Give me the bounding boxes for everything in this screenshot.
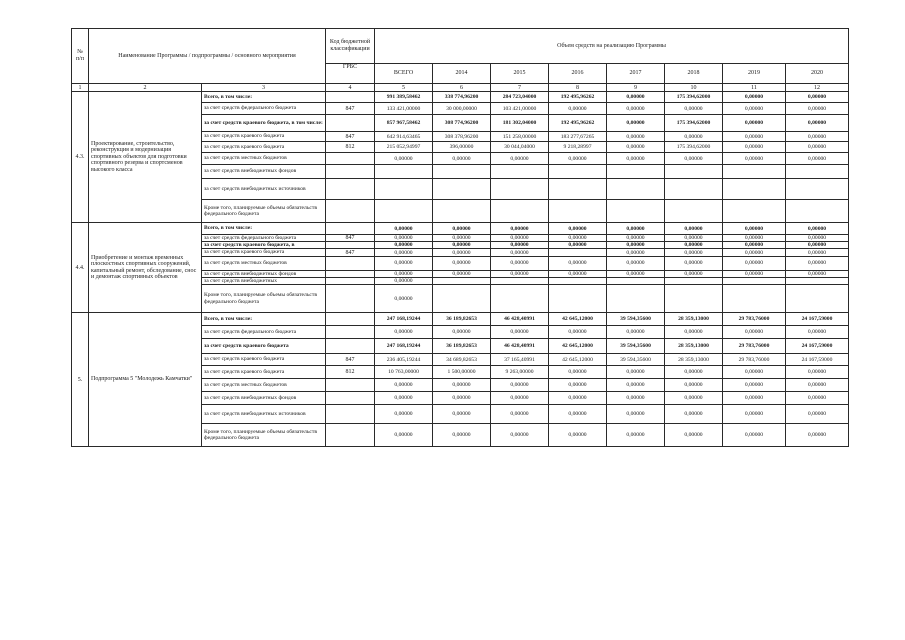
amount-cell: 0,00000 xyxy=(723,242,786,249)
amount-cell: 175 394,62000 xyxy=(665,115,723,132)
amount-cell xyxy=(375,200,433,223)
amount-cell: 0,00000 xyxy=(375,392,433,405)
grbs-code: 812 xyxy=(326,142,375,153)
amount-cell: 0,00000 xyxy=(607,256,665,270)
amount-cell: 29 783,76000 xyxy=(723,354,786,366)
grbs-code xyxy=(326,379,375,392)
amount-cell: 247 168,19244 xyxy=(375,339,433,354)
amount-cell xyxy=(549,285,607,313)
funding-source-label: за счет средств краевого бюджета xyxy=(202,132,326,142)
amount-cell: 0,00000 xyxy=(786,235,849,242)
amount-cell: 0,00000 xyxy=(723,256,786,270)
funding-source-label: за счет средств федерального бюджета xyxy=(202,326,326,339)
amount-cell xyxy=(433,277,491,284)
grbs-code xyxy=(326,285,375,313)
amount-cell: 0,00000 xyxy=(375,270,433,277)
colnum-6: 6 xyxy=(433,84,491,92)
header-row-top xyxy=(72,29,849,64)
funding-source-label: за счет средств краевого бюджета xyxy=(202,366,326,379)
amount-cell: 0,00000 xyxy=(665,366,723,379)
funding-source-label: Всего, в том числе: xyxy=(202,92,326,103)
amount-cell: 0,00000 xyxy=(549,256,607,270)
amount-cell: 175 394,62000 xyxy=(665,92,723,103)
header-year-2018: 2018 xyxy=(665,64,723,84)
amount-cell: 0,00000 xyxy=(786,405,849,424)
funding-source-label: за счет средств краевого бюджета xyxy=(202,339,326,354)
amount-cell: 9 218,28997 xyxy=(549,142,607,153)
funding-source-label: за счет средств краевого бюджета xyxy=(202,354,326,366)
colnum-1: 1 xyxy=(72,84,89,92)
amount-cell: 308 378,96200 xyxy=(433,132,491,142)
column-number-row xyxy=(72,84,849,92)
amount-cell: 0,00000 xyxy=(723,270,786,277)
funding-source-label: за счет средств внебюджетных источников xyxy=(202,179,326,200)
amount-cell xyxy=(491,165,549,179)
amount-cell: 39 594,35600 xyxy=(607,339,665,354)
amount-cell: 192 495,96262 xyxy=(549,92,607,103)
colnum-3: 3 xyxy=(202,84,326,92)
amount-cell: 28 359,13000 xyxy=(665,339,723,354)
amount-cell: 0,00000 xyxy=(786,424,849,447)
funding-source-label: за счет средств краевого бюджета xyxy=(202,249,326,256)
header-year-2019: 2019 xyxy=(723,64,786,84)
amount-cell: 0,00000 xyxy=(723,153,786,165)
amount-cell: 0,00000 xyxy=(491,379,549,392)
amount-cell xyxy=(665,165,723,179)
amount-cell: 0,00000 xyxy=(786,153,849,165)
amount-cell: 0,00000 xyxy=(491,424,549,447)
amount-cell xyxy=(607,165,665,179)
amount-cell: 0,00000 xyxy=(491,405,549,424)
amount-cell: 0,00000 xyxy=(375,223,433,235)
amount-cell xyxy=(665,277,723,284)
amount-cell: 0,00000 xyxy=(786,270,849,277)
amount-cell: 0,00000 xyxy=(433,270,491,277)
amount-cell xyxy=(607,200,665,223)
colnum-7: 7 xyxy=(491,84,549,92)
amount-cell xyxy=(433,200,491,223)
amount-cell: 24 167,59000 xyxy=(786,339,849,354)
table-row xyxy=(72,313,849,326)
amount-cell: 192 495,96262 xyxy=(549,115,607,132)
row-number: 4.4. xyxy=(72,223,89,313)
amount-cell: 308 774,96200 xyxy=(433,115,491,132)
amount-cell: 0,00000 xyxy=(433,242,491,249)
program-funding-table xyxy=(71,28,848,447)
amount-cell: 0,00000 xyxy=(607,115,665,132)
amount-cell: 0,00000 xyxy=(433,223,491,235)
amount-cell: 103 421,00000 xyxy=(491,103,549,115)
amount-cell: 30 000,00000 xyxy=(433,103,491,115)
amount-cell: 0,00000 xyxy=(723,326,786,339)
amount-cell: 0,00000 xyxy=(607,153,665,165)
funding-source-label: Всего, в том числе: xyxy=(202,223,326,235)
amount-cell: 0,00000 xyxy=(665,405,723,424)
header-year-2014: 2014 xyxy=(433,64,491,84)
colnum-10: 10 xyxy=(665,84,723,92)
amount-cell: 0,00000 xyxy=(549,366,607,379)
amount-cell: 396,00000 xyxy=(433,142,491,153)
grbs-code xyxy=(326,339,375,354)
amount-cell: 0,00000 xyxy=(375,405,433,424)
measure-name: Подпрограмма 5 "Молодежь Камчатки" xyxy=(89,313,202,447)
funding-source-label: Кроме того, планируемые объемы обязательств федерального бюджета xyxy=(202,285,326,313)
amount-cell: 0,00000 xyxy=(433,153,491,165)
header-year-total: ВСЕГО xyxy=(375,64,433,84)
amount-cell: 0,00000 xyxy=(786,132,849,142)
amount-cell: 9 263,00000 xyxy=(491,366,549,379)
amount-cell xyxy=(607,285,665,313)
amount-cell: 181 302,04000 xyxy=(491,115,549,132)
amount-cell: 0,00000 xyxy=(549,235,607,242)
header-year-2017: 2017 xyxy=(607,64,665,84)
colnum-5: 5 xyxy=(375,84,433,92)
amount-cell: 0,00000 xyxy=(433,256,491,270)
amount-cell: 0,00000 xyxy=(786,366,849,379)
amount-cell: 0,00000 xyxy=(607,235,665,242)
funding-source-label: за счет средств федерального бюджета xyxy=(202,235,326,242)
amount-cell: 0,00000 xyxy=(723,424,786,447)
colnum-2: 2 xyxy=(89,84,202,92)
amount-cell: 0,00000 xyxy=(549,392,607,405)
amount-cell xyxy=(549,179,607,200)
amount-cell: 0,00000 xyxy=(665,424,723,447)
amount-cell: 0,00000 xyxy=(491,153,549,165)
amount-cell: 0,00000 xyxy=(433,326,491,339)
amount-cell: 0,00000 xyxy=(607,424,665,447)
amount-cell xyxy=(786,285,849,313)
amount-cell xyxy=(433,165,491,179)
amount-cell: 28 359,13000 xyxy=(665,313,723,326)
amount-cell xyxy=(786,277,849,284)
measure-name: Проектирование, строительство, реконструкция и модернизация спортивных объектов для подготовки спортивного резерва и спортсменов высокого класса xyxy=(89,92,202,223)
funding-source-label: за счет средств местных бюджетов xyxy=(202,379,326,392)
amount-cell: 0,00000 xyxy=(549,242,607,249)
amount-cell: 0,00000 xyxy=(665,270,723,277)
grbs-code xyxy=(326,326,375,339)
amount-cell: 10 763,00000 xyxy=(375,366,433,379)
amount-cell: 0,00000 xyxy=(607,379,665,392)
header-name: Наименование Программы / подпрограммы / основного мероприятия xyxy=(89,29,326,84)
amount-cell: 0,00000 xyxy=(549,223,607,235)
amount-cell xyxy=(549,200,607,223)
amount-cell: 0,00000 xyxy=(607,223,665,235)
amount-cell: 284 723,04000 xyxy=(491,92,549,103)
colnum-4: 4 xyxy=(326,84,375,92)
table-body xyxy=(72,29,849,447)
amount-cell: 0,00000 xyxy=(433,392,491,405)
amount-cell xyxy=(786,165,849,179)
amount-cell: 0,00000 xyxy=(375,326,433,339)
amount-cell: 29 783,76000 xyxy=(723,313,786,326)
header-grbs: ГРБС xyxy=(326,64,375,84)
amount-cell xyxy=(607,179,665,200)
amount-cell: 183 277,67265 xyxy=(549,132,607,142)
funding-table xyxy=(71,28,849,447)
amount-cell: 0,00000 xyxy=(607,92,665,103)
amount-cell xyxy=(433,179,491,200)
funding-source-label: Всего, в том числе: xyxy=(202,313,326,326)
amount-cell xyxy=(786,200,849,223)
amount-cell xyxy=(665,179,723,200)
grbs-code: 847 xyxy=(326,132,375,142)
grbs-code xyxy=(326,200,375,223)
header-year-2015: 2015 xyxy=(491,64,549,84)
colnum-9: 9 xyxy=(607,84,665,92)
amount-cell: 30 044,04000 xyxy=(491,142,549,153)
amount-cell xyxy=(491,277,549,284)
amount-cell: 29 783,76000 xyxy=(723,339,786,354)
grbs-code xyxy=(326,392,375,405)
amount-cell: 0,00000 xyxy=(375,424,433,447)
amount-cell xyxy=(723,179,786,200)
colnum-12: 12 xyxy=(786,84,849,92)
amount-cell: 215 052,94997 xyxy=(375,142,433,153)
grbs-code: 812 xyxy=(326,366,375,379)
amount-cell xyxy=(375,179,433,200)
amount-cell: 0,00000 xyxy=(665,326,723,339)
amount-cell: 0,00000 xyxy=(607,242,665,249)
amount-cell: 0,00000 xyxy=(375,153,433,165)
amount-cell: 175 394,62000 xyxy=(665,142,723,153)
amount-cell: 0,00000 xyxy=(723,132,786,142)
amount-cell: 0,00000 xyxy=(723,405,786,424)
grbs-code xyxy=(326,270,375,277)
amount-cell: 0,00000 xyxy=(786,92,849,103)
amount-cell: 0,00000 xyxy=(549,103,607,115)
amount-cell: 0,00000 xyxy=(375,379,433,392)
amount-cell: 0,00000 xyxy=(491,242,549,249)
header-year-2016: 2016 xyxy=(549,64,607,84)
amount-cell: 0,00000 xyxy=(433,379,491,392)
amount-cell: 0,00000 xyxy=(665,153,723,165)
amount-cell: 236 405,19244 xyxy=(375,354,433,366)
amount-cell: 24 167,59000 xyxy=(786,313,849,326)
amount-cell: 151 258,00000 xyxy=(491,132,549,142)
amount-cell: 857 967,58462 xyxy=(375,115,433,132)
amount-cell: 42 645,12000 xyxy=(549,313,607,326)
grbs-code xyxy=(326,153,375,165)
amount-cell: 46 428,40991 xyxy=(491,313,549,326)
amount-cell: 0,00000 xyxy=(786,242,849,249)
funding-source-label: Кроме того, планируемые объемы обязательств федерального бюджета xyxy=(202,200,326,223)
amount-cell xyxy=(491,285,549,313)
grbs-code xyxy=(326,242,375,249)
amount-cell: 36 189,82653 xyxy=(433,313,491,326)
amount-cell: 0,00000 xyxy=(607,132,665,142)
amount-cell: 0,00000 xyxy=(723,223,786,235)
amount-cell xyxy=(723,285,786,313)
amount-cell: 0,00000 xyxy=(433,405,491,424)
amount-cell: 0,00000 xyxy=(433,424,491,447)
amount-cell: 0,00000 xyxy=(665,249,723,256)
amount-cell: 0,00000 xyxy=(665,379,723,392)
amount-cell: 247 168,19244 xyxy=(375,313,433,326)
amount-cell: 0,00000 xyxy=(665,235,723,242)
amount-cell: 34 689,82653 xyxy=(433,354,491,366)
amount-cell xyxy=(433,285,491,313)
amount-cell: 0,00000 xyxy=(607,103,665,115)
funding-source-label: за счет средств внебюджетных фондов xyxy=(202,270,326,277)
amount-cell: 0,00000 xyxy=(723,103,786,115)
grbs-code xyxy=(326,165,375,179)
amount-cell xyxy=(665,285,723,313)
amount-cell xyxy=(607,277,665,284)
amount-cell: 0,00000 xyxy=(786,256,849,270)
amount-cell: 0,00000 xyxy=(607,366,665,379)
amount-cell: 0,00000 xyxy=(491,326,549,339)
amount-cell: 0,00000 xyxy=(786,379,849,392)
amount-cell xyxy=(549,249,607,256)
amount-cell: 39 594,35600 xyxy=(607,313,665,326)
amount-cell xyxy=(723,165,786,179)
funding-source-label: Кроме того, планируемые объемы обязательств федерального бюджета xyxy=(202,424,326,447)
amount-cell: 0,00000 xyxy=(665,103,723,115)
amount-cell: 42 645,12000 xyxy=(549,339,607,354)
amount-cell: 0,00000 xyxy=(549,270,607,277)
amount-cell: 0,00000 xyxy=(786,249,849,256)
table-row xyxy=(72,223,849,235)
amount-cell: 0,00000 xyxy=(549,153,607,165)
amount-cell: 0,00000 xyxy=(723,249,786,256)
amount-cell: 0,00000 xyxy=(433,235,491,242)
amount-cell: 0,00000 xyxy=(607,392,665,405)
amount-cell: 0,00000 xyxy=(549,326,607,339)
amount-cell xyxy=(549,165,607,179)
amount-cell xyxy=(665,200,723,223)
amount-cell: 0,00000 xyxy=(375,235,433,242)
table-row xyxy=(72,92,849,103)
amount-cell: 37 165,40991 xyxy=(491,354,549,366)
grbs-code xyxy=(326,277,375,284)
amount-cell: 0,00000 xyxy=(491,270,549,277)
amount-cell: 0,00000 xyxy=(375,249,433,256)
amount-cell: 1 500,00000 xyxy=(433,366,491,379)
funding-source-label: за счет средств внебюджетных фондов xyxy=(202,392,326,405)
amount-cell: 0,00000 xyxy=(786,392,849,405)
grbs-code: 847 xyxy=(326,103,375,115)
colnum-11: 11 xyxy=(723,84,786,92)
amount-cell: 0,00000 xyxy=(786,326,849,339)
amount-cell xyxy=(491,200,549,223)
grbs-code xyxy=(326,92,375,103)
colnum-8: 8 xyxy=(549,84,607,92)
amount-cell: 0,00000 xyxy=(665,242,723,249)
amount-cell: 0,00000 xyxy=(786,103,849,115)
amount-cell: 0,00000 xyxy=(723,142,786,153)
measure-name: Приобретение и монтаж временных плоскостных спортивных сооружений, капитальный ремонт, обследование, снос и демонтаж спортивных объектов xyxy=(89,223,202,313)
funding-source-label: за счет средств краевого бюджета, в xyxy=(202,242,326,249)
amount-cell: 0,00000 xyxy=(375,277,433,284)
grbs-code: 847 xyxy=(326,354,375,366)
amount-cell: 0,00000 xyxy=(786,223,849,235)
amount-cell: 0,00000 xyxy=(723,92,786,103)
row-number: 4.3. xyxy=(72,92,89,223)
grbs-code xyxy=(326,424,375,447)
funding-source-label: за счет средств внебюджетных источников xyxy=(202,405,326,424)
amount-cell: 28 359,13000 xyxy=(665,354,723,366)
funding-source-label: за счет средств внебюджетных xyxy=(202,277,326,284)
amount-cell: 0,00000 xyxy=(786,142,849,153)
grbs-code xyxy=(326,256,375,270)
amount-cell: 46 428,40991 xyxy=(491,339,549,354)
amount-cell: 0,00000 xyxy=(607,326,665,339)
header-volume: Объем средств на реализацию Программы xyxy=(375,29,849,64)
amount-cell: 0,00000 xyxy=(607,270,665,277)
grbs-code xyxy=(326,115,375,132)
amount-cell: 0,00000 xyxy=(723,379,786,392)
amount-cell: 0,00000 xyxy=(491,249,549,256)
amount-cell: 0,00000 xyxy=(723,115,786,132)
amount-cell: 0,00000 xyxy=(549,405,607,424)
amount-cell: 36 189,82653 xyxy=(433,339,491,354)
grbs-code xyxy=(326,223,375,235)
row-number: 5. xyxy=(72,313,89,447)
grbs-code xyxy=(326,179,375,200)
funding-source-label: за счет средств местных бюджетов xyxy=(202,153,326,165)
amount-cell: 0,00000 xyxy=(549,379,607,392)
amount-cell: 0,00000 xyxy=(549,424,607,447)
amount-cell: 24 167,59000 xyxy=(786,354,849,366)
amount-cell: 0,00000 xyxy=(607,405,665,424)
amount-cell: 0,00000 xyxy=(491,256,549,270)
amount-cell xyxy=(723,200,786,223)
grbs-code xyxy=(326,405,375,424)
funding-source-label: за счет средств краевого бюджета, в том числе: xyxy=(202,115,326,132)
header-year-2020: 2020 xyxy=(786,64,849,84)
amount-cell: 133 421,00000 xyxy=(375,103,433,115)
amount-cell: 0,00000 xyxy=(665,256,723,270)
header-number: № п/п xyxy=(72,29,89,84)
amount-cell: 0,00000 xyxy=(665,392,723,405)
amount-cell: 42 645,12000 xyxy=(549,354,607,366)
funding-source-label: за счет средств федерального бюджета xyxy=(202,103,326,115)
amount-cell: 0,00000 xyxy=(665,223,723,235)
amount-cell: 338 774,96200 xyxy=(433,92,491,103)
amount-cell: 0,00000 xyxy=(607,142,665,153)
amount-cell xyxy=(786,179,849,200)
amount-cell xyxy=(723,277,786,284)
amount-cell: 0,00000 xyxy=(786,115,849,132)
amount-cell: 642 914,63465 xyxy=(375,132,433,142)
amount-cell: 991 389,58462 xyxy=(375,92,433,103)
header-code: Код бюджетной классификации xyxy=(326,29,375,64)
amount-cell: 0,00000 xyxy=(375,242,433,249)
amount-cell: 0,00000 xyxy=(491,235,549,242)
amount-cell: 39 594,35600 xyxy=(607,354,665,366)
grbs-code: 847 xyxy=(326,249,375,256)
amount-cell: 0,00000 xyxy=(665,132,723,142)
amount-cell: 0,00000 xyxy=(375,256,433,270)
funding-source-label: за счет средств местных бюджетов xyxy=(202,256,326,270)
amount-cell: 0,00000 xyxy=(491,392,549,405)
amount-cell: 0,00000 xyxy=(433,249,491,256)
amount-cell xyxy=(549,277,607,284)
amount-cell: 0,00000 xyxy=(723,392,786,405)
amount-cell: 0,00000 xyxy=(491,223,549,235)
grbs-code: 847 xyxy=(326,235,375,242)
funding-source-label: за счет средств внебюджетных фондов xyxy=(202,165,326,179)
amount-cell: 0,00000 xyxy=(607,249,665,256)
grbs-code xyxy=(326,313,375,326)
amount-cell: 0,00000 xyxy=(375,285,433,313)
amount-cell xyxy=(491,179,549,200)
amount-cell: 0,00000 xyxy=(723,235,786,242)
funding-source-label: за счет средств краевого бюджета xyxy=(202,142,326,153)
amount-cell xyxy=(375,165,433,179)
amount-cell: 0,00000 xyxy=(723,366,786,379)
